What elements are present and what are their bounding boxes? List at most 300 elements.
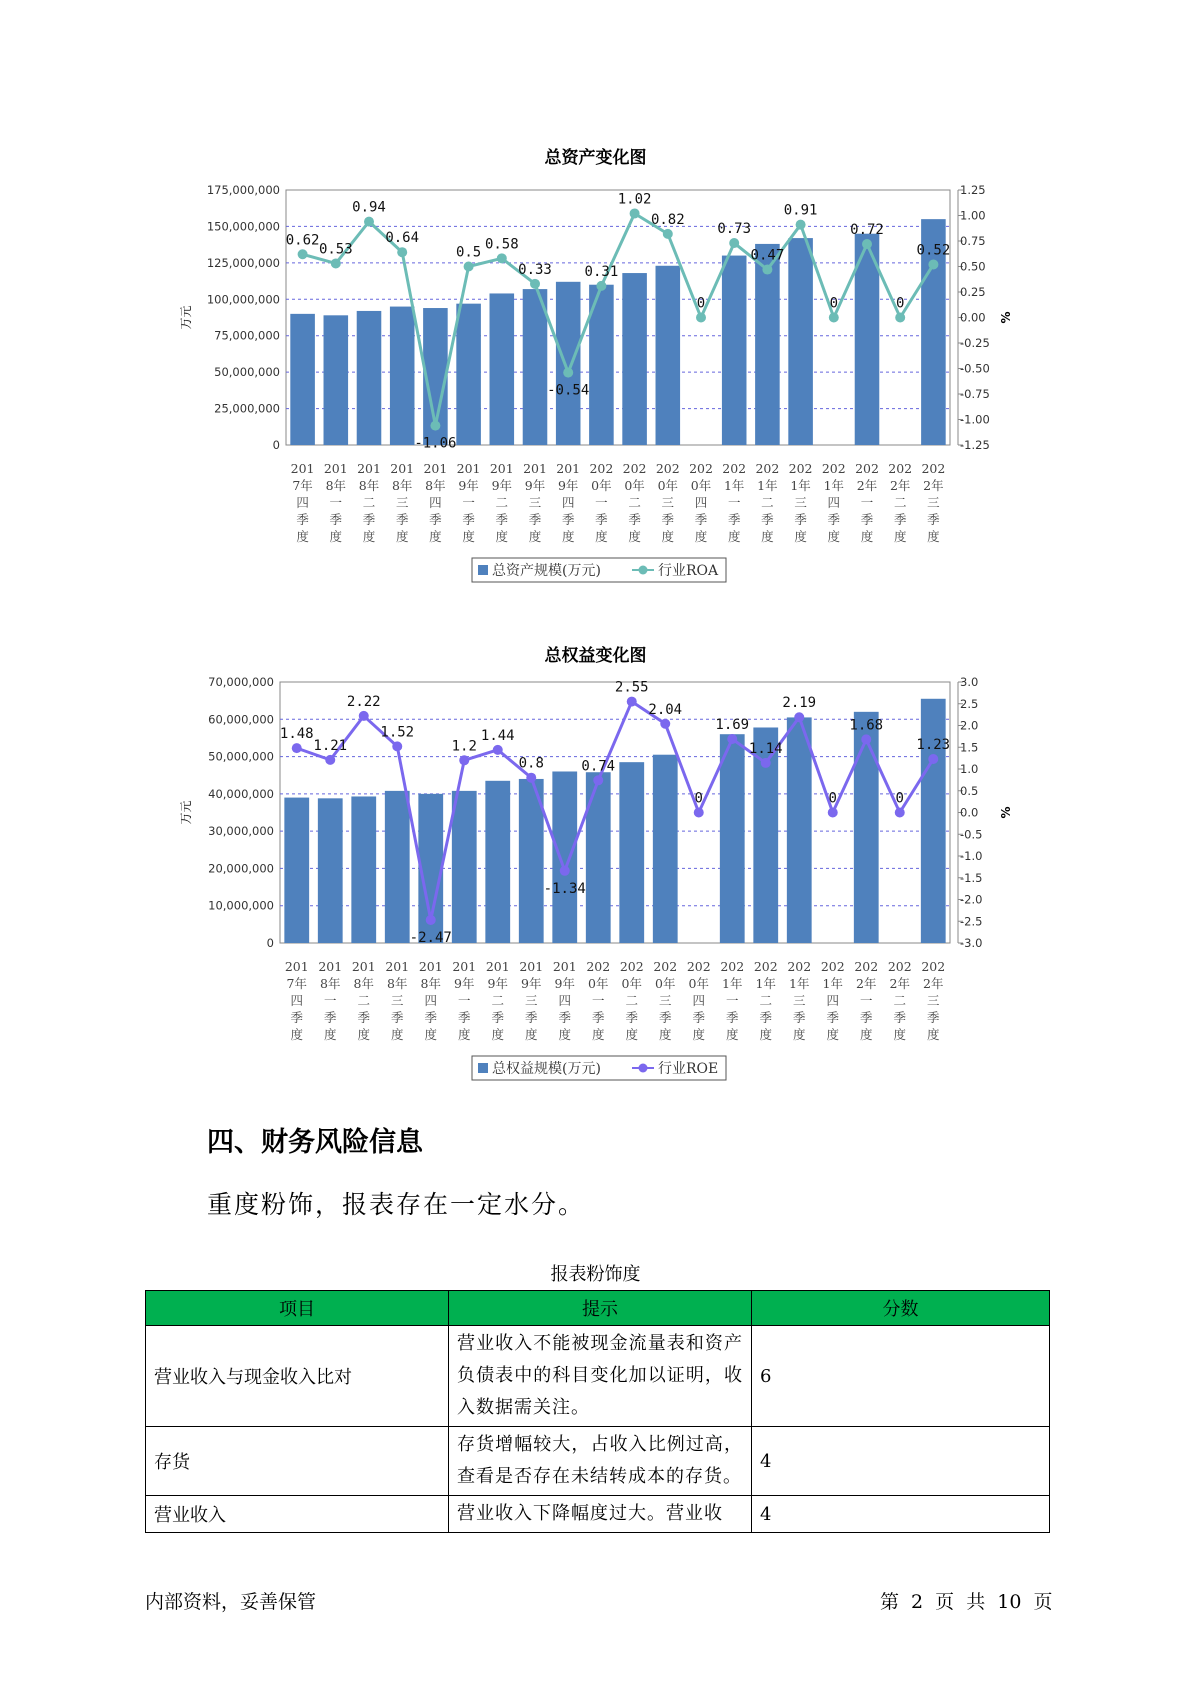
data-label: 2.04 bbox=[648, 701, 683, 718]
category-label: 三 bbox=[661, 495, 675, 510]
left-tick-label: 0 bbox=[272, 438, 280, 452]
series-point bbox=[630, 208, 640, 218]
data-label: 2.19 bbox=[782, 695, 817, 712]
category-label: 三 bbox=[395, 495, 409, 510]
left-tick-label: 100,000,000 bbox=[206, 292, 280, 307]
data-label: 1.52 bbox=[380, 724, 415, 741]
category-label: 季 bbox=[794, 512, 807, 527]
category-label: 二 bbox=[491, 993, 505, 1008]
category-label: 一 bbox=[323, 993, 337, 1008]
left-tick-label: 175,000,000 bbox=[206, 183, 280, 197]
data-label: 0.74 bbox=[581, 758, 616, 775]
category-label: 四 bbox=[692, 993, 706, 1008]
category-label: 四 bbox=[827, 495, 841, 510]
category-label: 2年 bbox=[889, 478, 911, 493]
chart-title: 总权益变化图 bbox=[544, 646, 647, 666]
legend-line-label: 行业ROE bbox=[658, 1061, 719, 1077]
category-label: 0年 bbox=[588, 976, 609, 991]
category-label: 季 bbox=[692, 1010, 706, 1025]
header-item: 项目 bbox=[146, 1291, 449, 1326]
category-label: 202 bbox=[787, 959, 812, 974]
data-label: 0.5 bbox=[455, 244, 482, 261]
right-tick-label: 2.0 bbox=[960, 718, 979, 733]
legend-bar-label: 总资产规模(万元) bbox=[492, 563, 601, 579]
category-label: 2年 bbox=[856, 976, 877, 991]
category-label: 9年 bbox=[524, 478, 546, 493]
category-label: 度 bbox=[661, 529, 675, 544]
category-label: 201 bbox=[519, 959, 544, 974]
category-label: 2年 bbox=[923, 976, 944, 991]
category-label: 2年 bbox=[923, 478, 944, 493]
category-label: 度 bbox=[329, 529, 343, 544]
left-tick-label: 20,000,000 bbox=[208, 861, 274, 876]
category-label: 202 bbox=[921, 461, 946, 476]
legend-line-marker bbox=[639, 566, 648, 575]
category-label: 度 bbox=[893, 529, 907, 544]
data-label: 0.64 bbox=[385, 230, 420, 247]
left-axis-title: 万元 bbox=[179, 305, 193, 330]
legend-line-label: 行业ROA bbox=[658, 563, 719, 579]
bar bbox=[921, 699, 946, 943]
category-label: 202 bbox=[788, 461, 813, 476]
left-axis-title: 万元 bbox=[179, 800, 193, 825]
data-label: 1.44 bbox=[480, 727, 515, 744]
category-label: 季 bbox=[826, 1010, 840, 1025]
category-label: 201 bbox=[423, 461, 448, 476]
row-item: 营业收入 bbox=[146, 1496, 449, 1533]
data-label: 0.31 bbox=[584, 263, 619, 280]
category-label: 202 bbox=[921, 959, 946, 974]
data-label: -1.06 bbox=[414, 435, 457, 452]
category-label: 季 bbox=[491, 1010, 505, 1025]
category-label: 季 bbox=[893, 1010, 907, 1025]
category-label: 度 bbox=[362, 529, 376, 544]
category-label: 201 bbox=[489, 461, 514, 476]
category-label: 季 bbox=[429, 512, 442, 527]
series-point bbox=[596, 281, 606, 291]
category-label: 2年 bbox=[856, 478, 878, 493]
category-label: 四 bbox=[290, 993, 304, 1008]
bar bbox=[385, 791, 410, 943]
category-label: 202 bbox=[753, 959, 778, 974]
category-label: 度 bbox=[860, 529, 874, 544]
right-tick-label: -3.0 bbox=[960, 936, 983, 950]
category-label: 202 bbox=[887, 959, 912, 974]
row-hint: 营业收入下降幅度过大。营业收 bbox=[449, 1496, 752, 1533]
bar bbox=[357, 311, 382, 445]
category-label: 季 bbox=[759, 1010, 773, 1025]
right-tick-label: 3.0 bbox=[960, 675, 979, 689]
risk-summary: 重度粉饰，报表存在一定水分。 bbox=[207, 1190, 586, 1219]
category-label: 一 bbox=[457, 993, 471, 1008]
category-label: 202 bbox=[720, 959, 745, 974]
category-label: 201 bbox=[284, 959, 309, 974]
category-label: 季 bbox=[329, 512, 343, 527]
series-point bbox=[895, 313, 905, 323]
category-label: 度 bbox=[429, 529, 442, 544]
left-tick-label: 40,000,000 bbox=[208, 786, 274, 801]
series-point bbox=[563, 368, 573, 378]
data-label: 0.53 bbox=[318, 241, 353, 258]
table-row bbox=[146, 1427, 1050, 1496]
category-label: 季 bbox=[495, 512, 509, 527]
row-hint: 营业收入不能被现金流量表和资产负债表中的科目变化加以证明，收入数据需关注。 bbox=[449, 1326, 752, 1427]
bar bbox=[656, 266, 681, 445]
category-label: 0年 bbox=[621, 976, 642, 991]
bar bbox=[653, 755, 678, 943]
category-label: 季 bbox=[362, 512, 376, 527]
legend-bar-label: 总权益规模(万元) bbox=[492, 1061, 601, 1077]
data-label: 0 bbox=[895, 790, 904, 807]
category-label: 四 bbox=[694, 495, 708, 510]
category-label: 三 bbox=[794, 495, 807, 510]
category-label: 度 bbox=[859, 1027, 873, 1042]
table-header-row bbox=[146, 1291, 1050, 1326]
bar bbox=[787, 717, 812, 943]
series-point bbox=[497, 253, 507, 263]
category-label: 201 bbox=[351, 959, 376, 974]
data-label: 1.02 bbox=[617, 191, 652, 208]
bar bbox=[490, 293, 515, 445]
category-label: 四 bbox=[558, 993, 572, 1008]
table-caption: 报表粉饰度 bbox=[550, 1264, 641, 1285]
series-point bbox=[895, 808, 905, 818]
category-label: 一 bbox=[859, 993, 873, 1008]
category-label: 202 bbox=[755, 461, 780, 476]
category-label: 季 bbox=[323, 1010, 337, 1025]
category-label: 9年 bbox=[491, 478, 513, 493]
category-label: 202 bbox=[622, 461, 647, 476]
category-label: 三 bbox=[792, 993, 806, 1008]
data-label: 0.82 bbox=[650, 211, 685, 228]
category-label: 一 bbox=[462, 495, 475, 510]
category-label: 季 bbox=[625, 1010, 639, 1025]
right-tick-label: 0.25 bbox=[960, 285, 986, 299]
category-label: 度 bbox=[462, 529, 475, 544]
category-label: 1年 bbox=[723, 478, 745, 493]
category-label: 9年 bbox=[458, 478, 479, 493]
category-label: 二 bbox=[362, 495, 376, 510]
category-label: 一 bbox=[329, 495, 343, 510]
table-row bbox=[146, 1496, 1050, 1533]
category-label: 季 bbox=[290, 1010, 304, 1025]
series-point bbox=[325, 755, 335, 765]
category-label: 1年 bbox=[755, 976, 776, 991]
category-label: 度 bbox=[323, 1027, 337, 1042]
category-label: 一 bbox=[727, 495, 741, 510]
data-label: 0.47 bbox=[750, 247, 785, 264]
category-label: 季 bbox=[661, 512, 675, 527]
bar bbox=[318, 798, 343, 943]
category-label: 度 bbox=[290, 1027, 304, 1042]
bar bbox=[456, 304, 481, 445]
category-label: 季 bbox=[725, 1010, 739, 1025]
footer-page-number: 第 2 页 共 10 页 bbox=[880, 1591, 1053, 1613]
chart-title: 总资产变化图 bbox=[544, 148, 647, 168]
category-label: 202 bbox=[888, 461, 913, 476]
series-point bbox=[397, 247, 407, 257]
category-label: 9年 bbox=[554, 976, 575, 991]
category-label: 三 bbox=[528, 495, 542, 510]
series-point bbox=[530, 279, 540, 289]
data-label: -0.54 bbox=[547, 382, 590, 399]
series-point bbox=[829, 313, 839, 323]
data-label: 1.23 bbox=[916, 736, 951, 753]
table-row bbox=[146, 1326, 1050, 1427]
category-label: 度 bbox=[457, 1027, 471, 1042]
category-label: 三 bbox=[926, 993, 940, 1008]
legend-bar-swatch bbox=[478, 1063, 488, 1073]
category-label: 度 bbox=[595, 529, 608, 544]
data-label: 2.22 bbox=[346, 693, 381, 710]
category-label: 201 bbox=[552, 959, 577, 974]
data-label: 0.33 bbox=[518, 261, 552, 278]
right-tick-label: 2.5 bbox=[960, 696, 979, 711]
category-label: 二 bbox=[893, 495, 907, 510]
data-label: 0.52 bbox=[916, 242, 951, 259]
category-label: 二 bbox=[893, 993, 907, 1008]
category-label: 三 bbox=[927, 495, 940, 510]
category-label: 季 bbox=[561, 512, 575, 527]
data-label: 0.58 bbox=[484, 236, 519, 253]
category-label: 201 bbox=[556, 461, 581, 476]
category-label: 202 bbox=[655, 461, 680, 476]
series-point bbox=[660, 719, 670, 729]
category-label: 1年 bbox=[790, 478, 811, 493]
category-label: 0年 bbox=[655, 976, 676, 991]
header-score: 分数 bbox=[752, 1291, 1050, 1326]
series-point bbox=[762, 265, 772, 275]
category-label: 度 bbox=[927, 529, 940, 544]
series-point bbox=[298, 249, 308, 259]
series-point bbox=[359, 711, 369, 721]
category-label: 8年 bbox=[420, 976, 441, 991]
category-label: 季 bbox=[761, 512, 774, 527]
section-heading: 四、财务风险信息 bbox=[207, 1127, 423, 1158]
category-label: 四 bbox=[561, 495, 575, 510]
category-label: 二 bbox=[495, 495, 509, 510]
row-score: 4 bbox=[752, 1496, 1050, 1533]
category-label: 度 bbox=[558, 1027, 572, 1042]
data-label: 0 bbox=[696, 295, 706, 312]
category-label: 季 bbox=[628, 512, 641, 527]
category-label: 二 bbox=[357, 993, 371, 1008]
category-label: 季 bbox=[595, 512, 608, 527]
category-label: 202 bbox=[586, 959, 611, 974]
category-label: 二 bbox=[628, 495, 641, 510]
category-label: 季 bbox=[860, 512, 874, 527]
category-label: 2年 bbox=[889, 976, 910, 991]
data-label: -1.34 bbox=[543, 880, 586, 897]
data-label: 1.48 bbox=[279, 726, 314, 743]
category-label: 0年 bbox=[690, 478, 712, 493]
category-label: 7年 bbox=[292, 478, 313, 493]
bar bbox=[619, 762, 644, 943]
bar bbox=[290, 314, 315, 445]
category-label: 度 bbox=[694, 529, 708, 544]
right-tick-label: 0.50 bbox=[960, 259, 986, 274]
category-label: 度 bbox=[727, 529, 741, 544]
category-label: 9年 bbox=[487, 976, 508, 991]
legend-line-marker bbox=[639, 1064, 648, 1073]
data-label: 0.73 bbox=[717, 221, 752, 238]
category-label: 四 bbox=[429, 495, 442, 510]
series-point bbox=[694, 808, 704, 818]
row-item: 存货 bbox=[146, 1427, 449, 1496]
category-label: 度 bbox=[827, 529, 841, 544]
risk-table bbox=[145, 1290, 1050, 1533]
left-tick-label: 125,000,000 bbox=[206, 255, 280, 270]
category-label: 1年 bbox=[722, 976, 743, 991]
category-label: 8年 bbox=[391, 478, 413, 493]
category-label: 三 bbox=[658, 993, 672, 1008]
category-label: 季 bbox=[591, 1010, 605, 1025]
series-point bbox=[862, 239, 872, 249]
data-label: 1.14 bbox=[748, 740, 783, 757]
series-point bbox=[928, 259, 938, 269]
series-point bbox=[796, 220, 806, 230]
category-label: 度 bbox=[792, 1027, 806, 1042]
category-label: 季 bbox=[462, 512, 475, 527]
category-label: 度 bbox=[528, 529, 542, 544]
row-score: 6 bbox=[752, 1326, 1050, 1427]
right-tick-label: -0.5 bbox=[960, 827, 983, 842]
category-label: 201 bbox=[452, 959, 477, 974]
category-label: 季 bbox=[827, 512, 841, 527]
category-label: 一 bbox=[591, 993, 605, 1008]
category-label: 度 bbox=[561, 529, 575, 544]
category-label: 度 bbox=[625, 1027, 639, 1042]
series-point bbox=[727, 734, 737, 744]
left-tick-label: 70,000,000 bbox=[208, 675, 274, 689]
category-label: 二 bbox=[759, 993, 773, 1008]
category-label: 二 bbox=[761, 495, 774, 510]
series-point bbox=[627, 697, 637, 707]
category-label: 202 bbox=[686, 959, 711, 974]
category-label: 度 bbox=[826, 1027, 840, 1042]
category-label: 一 bbox=[725, 993, 739, 1008]
category-label: 0年 bbox=[624, 478, 645, 493]
series-point bbox=[729, 238, 739, 248]
row-score: 4 bbox=[752, 1427, 1050, 1496]
data-label: 0 bbox=[828, 790, 837, 807]
category-label: 季 bbox=[859, 1010, 873, 1025]
left-tick-label: 30,000,000 bbox=[208, 824, 274, 839]
category-label: 四 bbox=[424, 993, 438, 1008]
category-label: 201 bbox=[485, 959, 510, 974]
series-point bbox=[430, 421, 440, 431]
left-tick-label: 60,000,000 bbox=[208, 712, 274, 727]
category-label: 201 bbox=[290, 461, 315, 476]
category-label: 1年 bbox=[789, 976, 810, 991]
category-label: 度 bbox=[357, 1027, 371, 1042]
category-label: 7年 bbox=[286, 976, 307, 991]
series-point bbox=[794, 712, 804, 722]
right-tick-label: 0.0 bbox=[960, 805, 979, 820]
bar bbox=[722, 256, 747, 445]
category-label: 8年 bbox=[358, 478, 380, 493]
category-label: 季 bbox=[893, 512, 907, 527]
right-tick-label: -2.0 bbox=[960, 892, 983, 907]
right-tick-label: -0.75 bbox=[960, 387, 990, 401]
category-label: 度 bbox=[692, 1027, 706, 1042]
total-assets-chart bbox=[0, 170, 1191, 590]
right-tick-label: 1.0 bbox=[960, 762, 979, 776]
series-point bbox=[593, 775, 603, 785]
category-label: 9年 bbox=[521, 976, 542, 991]
category-label: 季 bbox=[727, 512, 741, 527]
left-tick-label: 150,000,000 bbox=[206, 219, 280, 234]
total-equity-chart bbox=[0, 668, 1191, 1088]
category-label: 度 bbox=[893, 1027, 907, 1042]
category-label: 度 bbox=[296, 529, 309, 544]
series-point bbox=[364, 217, 374, 227]
category-label: 季 bbox=[296, 512, 309, 527]
right-tick-label: -0.50 bbox=[960, 361, 990, 376]
right-tick-label: 1.25 bbox=[960, 183, 986, 197]
series-point bbox=[464, 262, 474, 272]
category-label: 度 bbox=[794, 529, 807, 544]
category-label: 201 bbox=[418, 959, 443, 974]
category-label: 8年 bbox=[320, 976, 341, 991]
data-label: 0 bbox=[895, 295, 905, 312]
bar bbox=[324, 315, 349, 445]
data-label: 0.72 bbox=[850, 222, 884, 239]
bar bbox=[788, 238, 813, 445]
bar bbox=[556, 282, 581, 445]
right-axis-title: % bbox=[999, 311, 1013, 324]
category-label: 201 bbox=[323, 461, 348, 476]
left-tick-label: 25,000,000 bbox=[214, 401, 280, 416]
category-label: 度 bbox=[524, 1027, 538, 1042]
category-label: 1年 bbox=[823, 478, 845, 493]
category-label: 202 bbox=[855, 461, 879, 476]
bar bbox=[523, 289, 548, 445]
left-tick-label: 75,000,000 bbox=[214, 328, 280, 343]
series-point bbox=[459, 755, 469, 765]
left-tick-label: 10,000,000 bbox=[208, 898, 274, 913]
left-tick-label: 0 bbox=[266, 936, 274, 950]
row-item: 营业收入与现金收入比对 bbox=[146, 1326, 449, 1427]
category-label: 8年 bbox=[425, 478, 446, 493]
category-label: 9年 bbox=[557, 478, 579, 493]
data-label: 0.62 bbox=[285, 232, 320, 249]
category-label: 度 bbox=[761, 529, 774, 544]
right-tick-label: -1.25 bbox=[960, 438, 990, 452]
bar bbox=[720, 734, 745, 943]
category-label: 三 bbox=[524, 993, 538, 1008]
right-tick-label: 0.5 bbox=[960, 783, 979, 798]
series-point bbox=[663, 229, 673, 239]
category-label: 季 bbox=[926, 1010, 940, 1025]
series-point bbox=[526, 773, 536, 783]
footer-confidential: 内部资料，妥善保管 bbox=[145, 1591, 317, 1613]
bar bbox=[452, 791, 477, 943]
category-label: 202 bbox=[589, 461, 614, 476]
category-label: 度 bbox=[495, 529, 509, 544]
category-label: 一 bbox=[860, 495, 874, 510]
right-tick-label: -0.25 bbox=[960, 336, 990, 350]
category-label: 0年 bbox=[657, 478, 679, 493]
category-label: 季 bbox=[457, 1010, 471, 1025]
series-point bbox=[331, 258, 341, 268]
right-axis-title: % bbox=[999, 806, 1013, 819]
row-hint: 存货增幅较大，占收入比例过高，查看是否存在未结转成本的存货。 bbox=[449, 1427, 752, 1496]
series-point bbox=[493, 745, 503, 755]
category-label: 度 bbox=[725, 1027, 739, 1042]
data-label: 1.69 bbox=[715, 716, 750, 733]
category-label: 202 bbox=[653, 959, 678, 974]
